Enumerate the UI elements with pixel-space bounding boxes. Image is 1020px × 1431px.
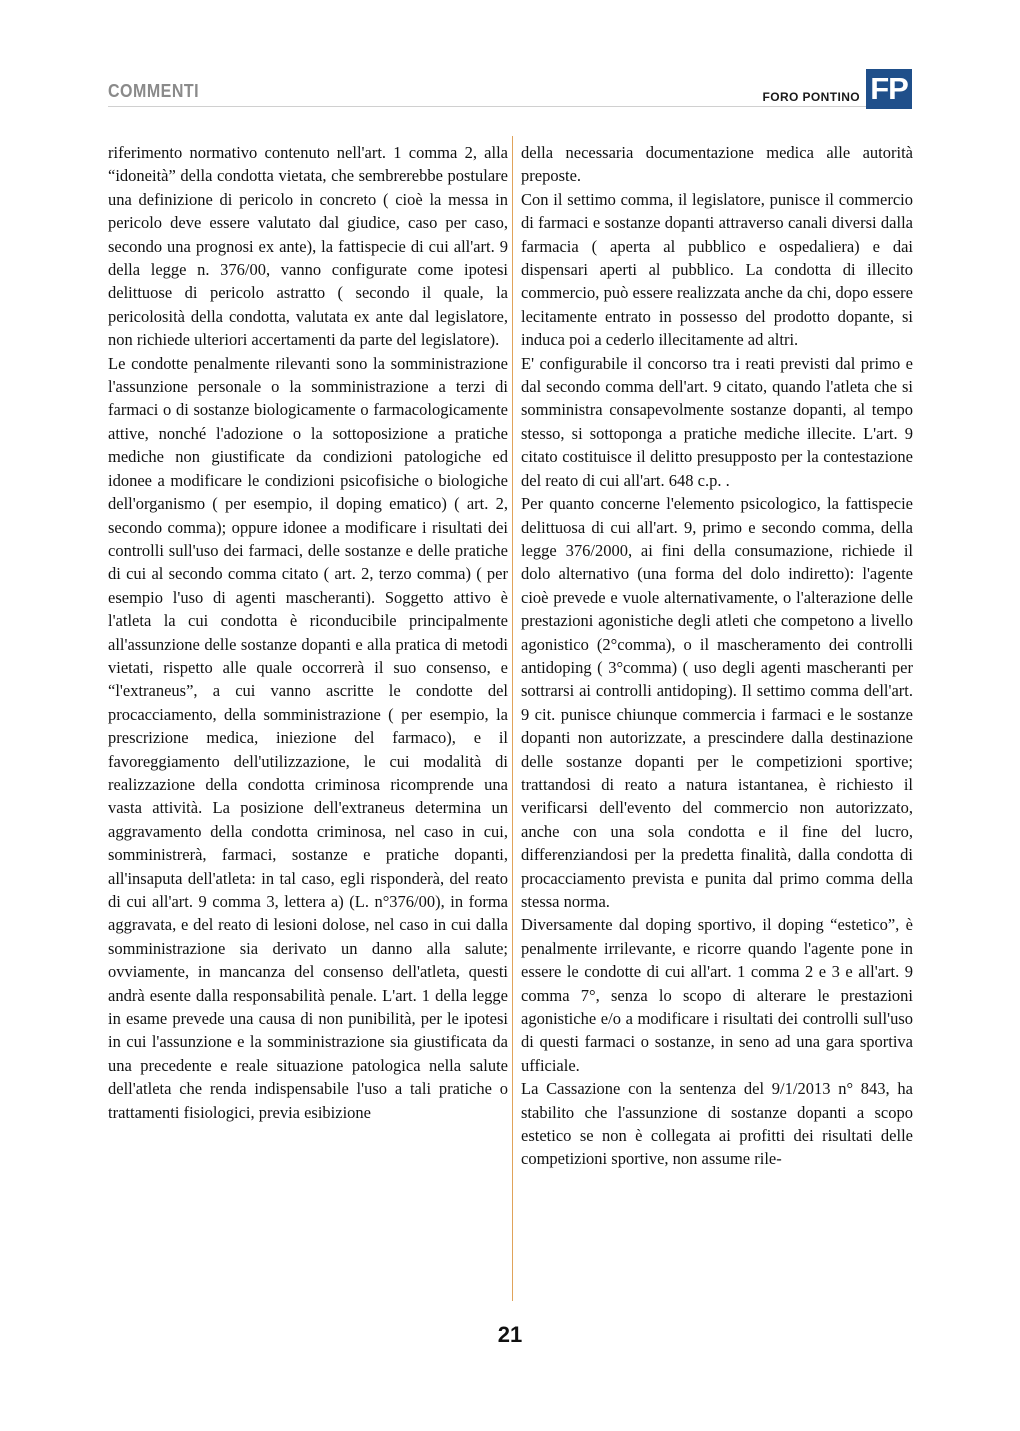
- right-column: [521, 141, 913, 1171]
- journal-name: FORO PONTINO: [762, 90, 860, 104]
- paragraph: riferimento normativo contenuto nell'art. 1 comma 2, alla “idoneità” della condotta vietata, che sembrerebbe postulare una definizione di pericolo in concreto ( cioè la messa in pericolo deve essere valutato dal giudice, caso per caso, secondo una prognosi ex ante), la fattispecie di cui all'art. 9 della legge n. 376/00, vanno configurate come ipotesi delittuose di pericolo astratto ( secondo il quale, la pericolosità della condotta, valutata ex ante dal legislatore, non richiede ulteriori accertamenti da parte del legislatore).: [108, 143, 508, 350]
- journal-logo: FP: [866, 69, 912, 109]
- left-column: [108, 141, 508, 1124]
- section-label: COMMENTI: [108, 82, 200, 102]
- page-number: 21: [497, 1322, 523, 1347]
- paragraph: Le condotte penalmente rilevanti sono la somministrazione l'assunzione personale o la somministrazione a terzi di farmaci o di sostanze biologicamente o farmacologicamente attive, nonché l'adozione o la sottoposizione a pratiche mediche non giustificate da condizioni patologiche ed idonee a modificare le condizioni psicofisiche o biologiche dell'organismo ( per esempio, il doping ematico) ( art. 2, secondo comma); oppure idonee a modificare i risultati dei controlli sull'uso dei farmaci, delle sostanze e delle pratiche di cui al secondo comma citato ( art. 2, terzo comma) ( per esempio l'uso di agenti mascheranti). Soggetto attivo è l'atleta la cui condotta è riconducibile principalmente all'assunzione delle sostanze dopanti e alla pratica di metodi vietati, rispetto alle quale occorrerà il suo consenso, e “l'extraneus”, a cui vanno ascritte le condotte del procacciamento, della somministrazione ( per esempio, la prescrizione medica, iniezione del farmaco), e il favoreggiamento dell'utilizzazione, le cui modalità di realizzazione della condotta criminosa ricomprende una vasta attività. La posizione dell'extraneus determina un aggravamento della condotta criminosa, nel caso in cui, somministrerà, farmaci, sostanze e pratiche dopanti, all'insaputa dell'atleta: in tal caso, egli risponderà, del reato di cui all'art. 9 comma 3, lettera a) (L. n°376/00), in forma aggravata, e del reato di lesioni dolose, nel caso in cui dalla somministrazione sia derivato un danno alla salute; ovviamente, in mancanza del consenso dell'atleta, questi andrà esente dalla responsabilità penale. L'art. 1 della legge in esame prevede una causa di non punibilità, per le ipotesi in cui l'assunzione e la somministrazione sia giustificata da una precedente e reale situazione patologica nella salute dell'atleta che renda indispensabile l'uso a tali pratiche o trattamenti fisiologici, previa esibizione: [108, 353, 508, 1122]
- paragraph: La Cassazione con la sentenza del 9/1/2013 n° 843, ha stabilito che l'assunzione di sostanze dopanti a scopo estetico se non è collegata ai profitti dei risultati delle competizioni sportive, non assume rile-: [521, 1079, 913, 1169]
- paragraph: Diversamente dal doping sportivo, il doping “estetico”, è penalmente irrilevante, e ricorre quando l'agente pone in essere le condotte di cui all'art. 1 comma 2 e 3 e all'art. 9 comma 7°, senza lo scopo di alterare le prestazioni agonistiche e/o a modificare i risultati dei controlli sull'uso di questi farmaci o sostanze, in seno ad una gara sportiva ufficiale.: [521, 915, 913, 1075]
- paragraph: della necessaria documentazione medica alle autorità preposte.: [521, 143, 913, 186]
- paragraph: Per quanto concerne l'elemento psicologico, la fattispecie delittuosa di cui all'art. 9, primo e secondo comma, della legge 376/2000, ai fini della consumazione, richiede il dolo alternativo (una forma del dolo indiretto): l'agente cioè prevede e vuole alternativamente, o l'alterazione delle prestazioni agonistiche degli atleti che competono a livello agonistico (2°comma), o il mascheramento dei controlli antidoping ( 3°comma) ( uso degli agenti mascheranti per sottrarsi ai controlli antidoping). Il settimo comma dell'art. 9 cit. punisce chiunque commercia i farmaci e le sostanze dopanti non autorizzate, a prescindere dalla destinazione delle sostanze dopanti per le competizioni sportive; trattandosi di reato a natura istantanea, è richiesto il verificarsi dell'evento del commercio non autorizzato, anche con una sola condotta e il fine del lucro, differenziandosi per la predetta finalità, dalla condotta di procacciamento prevista e punita dal primo comma della stessa norma.: [521, 494, 913, 911]
- column-divider: [512, 136, 513, 1301]
- paragraph: Con il settimo comma, il legislatore, punisce il commercio di farmaci e sostanze dopanti attraverso canali diversi dalla farmacia ( aperta al pubblico e ospedaliera) e dai dispensari aperti al pubblico. La condotta di illecito commercio, può essere realizzata anche da chi, dopo essere lecitamente entrato in possesso del prodotto dopante, si induca poi a cederlo illecitamente ad altri.: [521, 189, 913, 350]
- paragraph: E' configurabile il concorso tra i reati previsti dal primo e dal secondo comma dell'art. 9 citato, quando l'atleta che si somministra consapevolmente sostanze dopanti, al tempo stesso, si sottoponga a pratiche mediche illecite. L'art. 9 citato costituisce il delitto presupposto per la contestazione del reato di cui all'art. 648 c.p. .: [521, 353, 913, 490]
- header-rule: [108, 106, 866, 107]
